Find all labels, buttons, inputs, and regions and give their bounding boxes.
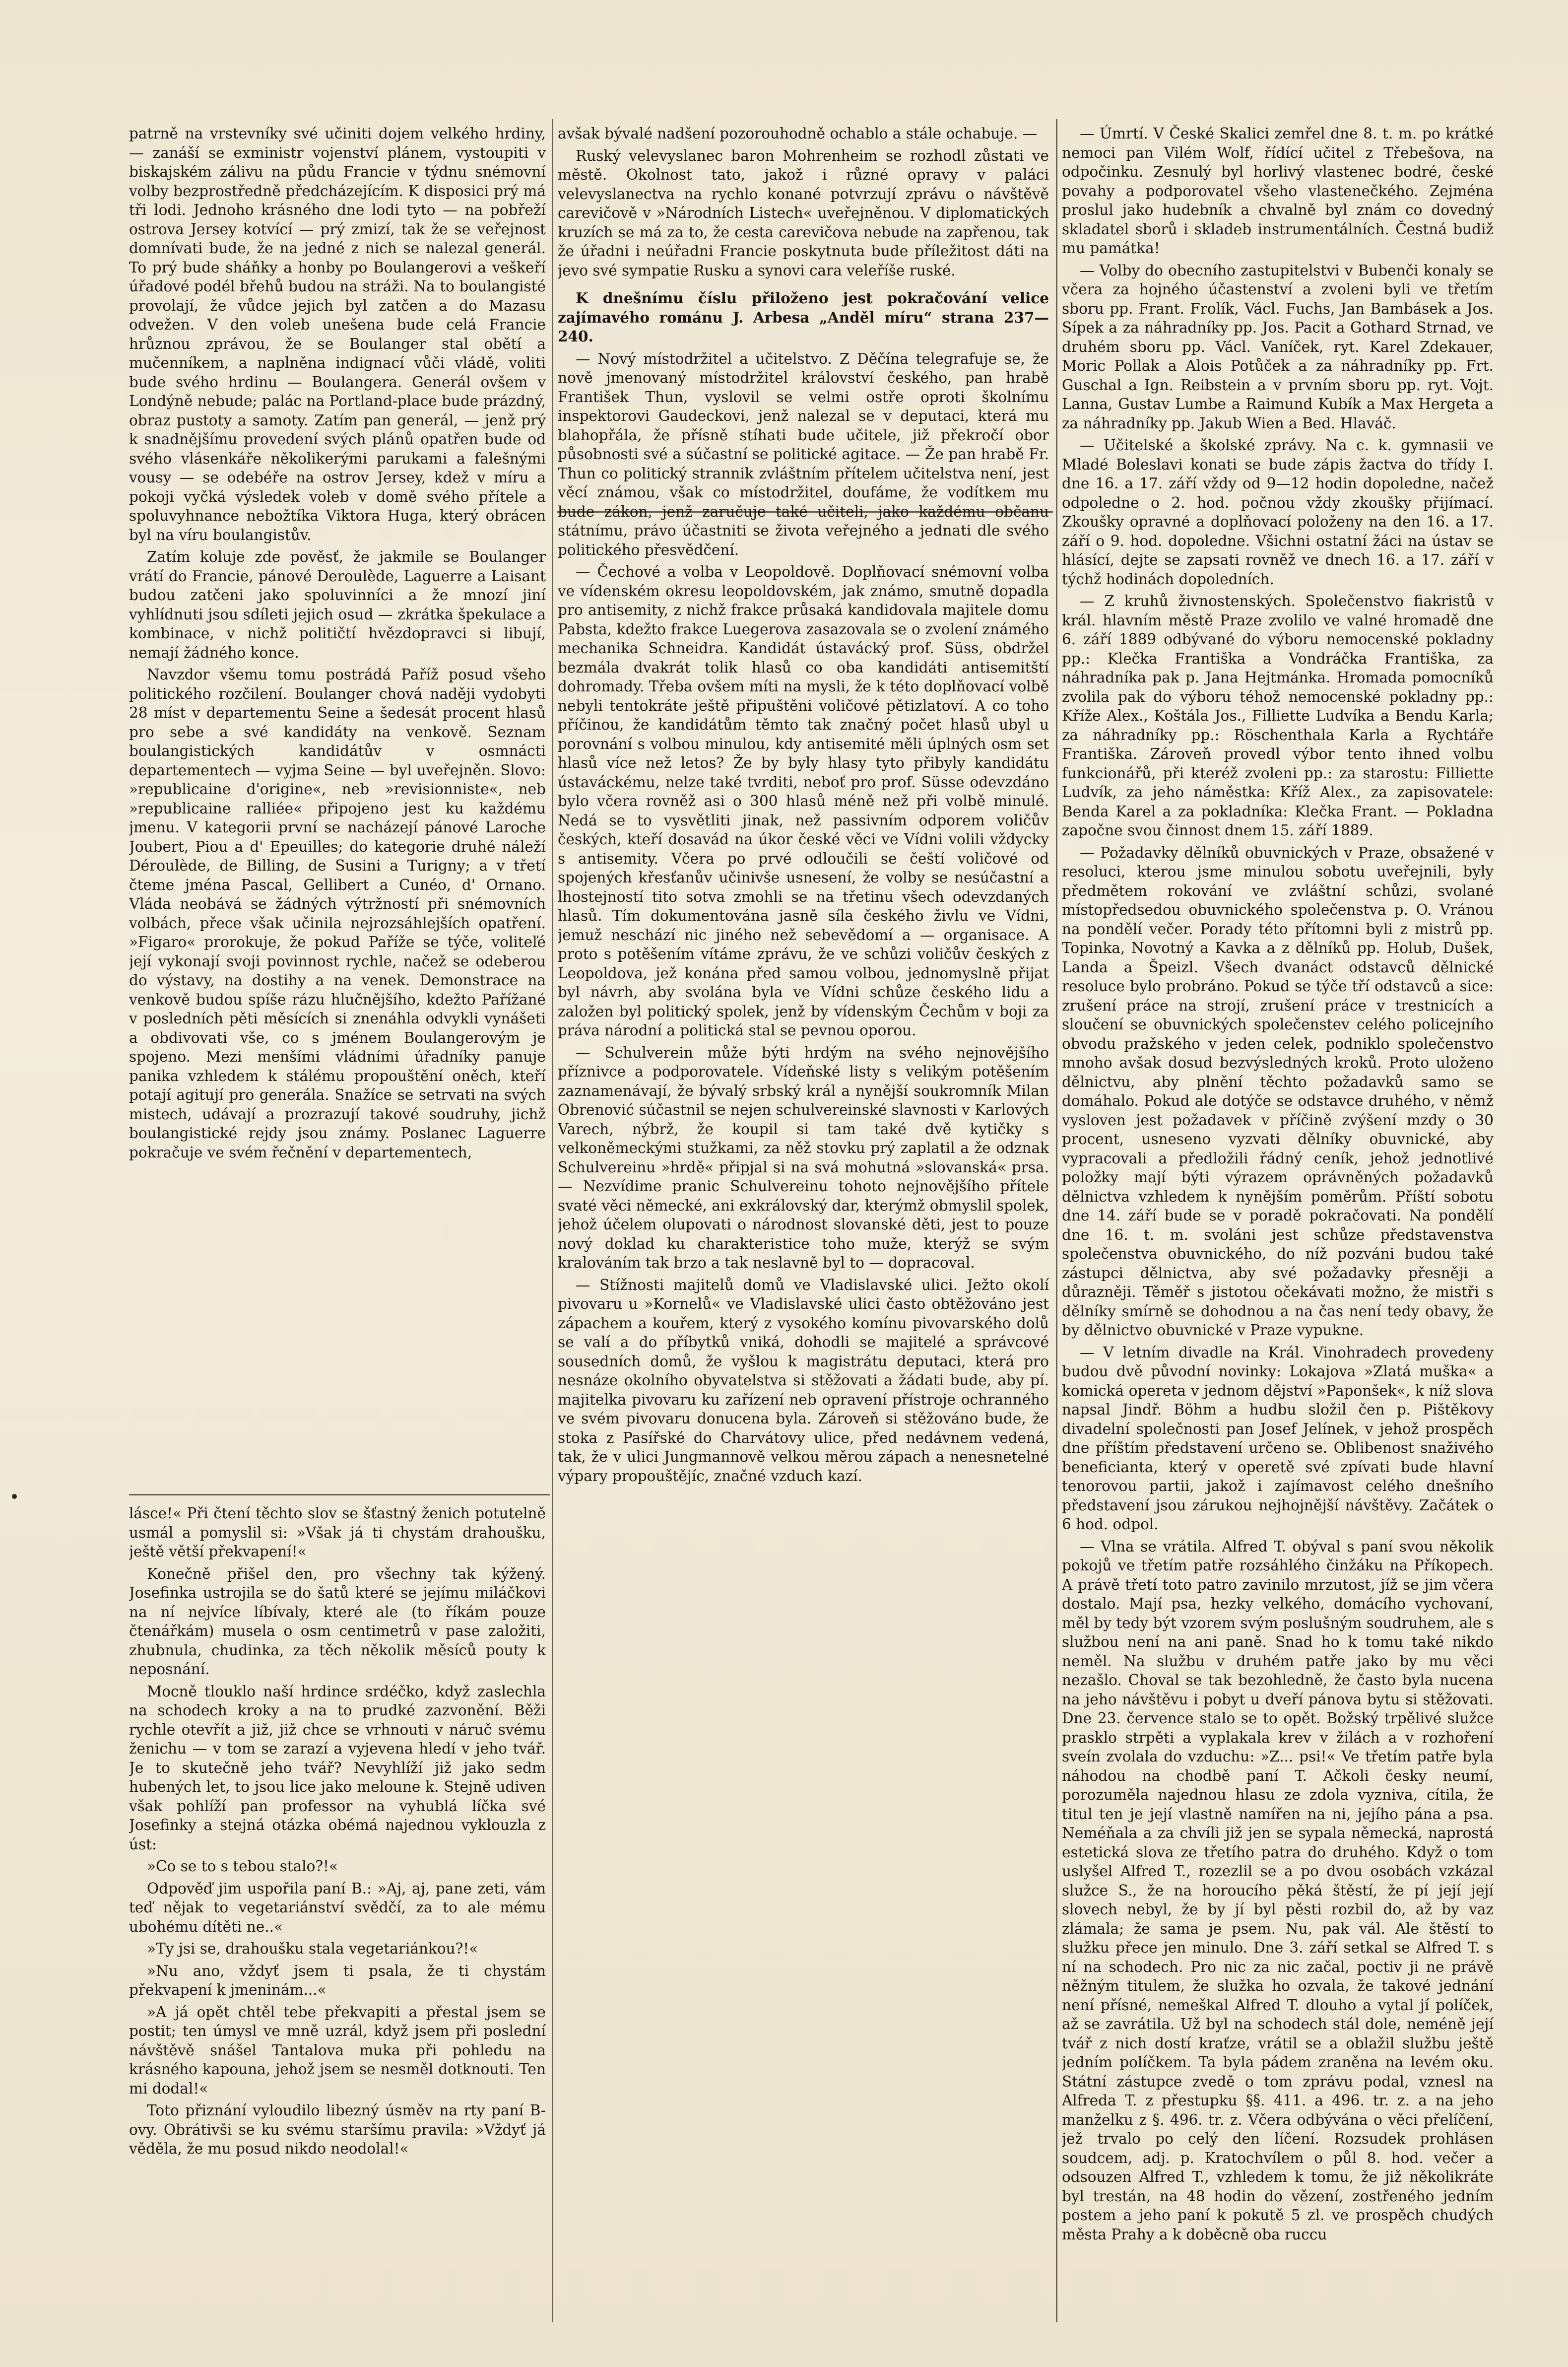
paragraph: Navzdor všemu tomu postrádá Paříž posud všeho politického rozčilení. Boulanger chová naději vydobyti 28 míst v departementu Seine a šedesát procent hlasů pro sebe a své kandidáty na venkově. Seznam boulangistických kandidátův v osmnácti departementech — vyjma Seine — byl uveřejněn. Slovo: »republicaine d'origine«, neb »revisionniste«, neb »republicaine ralliée« připojeno jest ku každému jmenu. V kategorii první se nacházejí pánové Laroche Joubert, Piou a d' Epeuilles; do kategorie druhé náleží Déroulède, de Billing, de Susini a Turigny; a v třetí čteme jména Pascal, Gellibert a Cunéo, d' Ornano. Vláda neobává se žádných výtržností při snémovních volbách, přece však učinila nejrozsáhlejších opatření. »Figaro« prorokuje, že pokud Paříže se týče, voliteľé její vykonají svoji povinnost rychle, načež se odeberou do výstavy, na dostihy a na venek. Demonstrace na venkově budou spíše rázu hlučnějšího, kdežto Pařížané v posledních pěti měsících si znenáhla odvykli vynášeti a obdivovati vše, co s jménem Boulangerovým je spojeno. Mezi menšími vládními úřadníky panuje panika vzhledem k stálému propouštění oněch, kteří potají agitují pro generála. Snažíce se setrvati na svých mistech, udávají a prozrazují takové soudruhy, jichž boulangistické rejdy jsou známy. Poslanec Laguerre pokračuje ve svém řečnění v departementech,: [129, 666, 546, 1161]
paragraph: — V letním divadle na Král. Vinohradech provedeny budou dvě původní novinky: Lokajova »Zlatá muška« a komická opereta v jednom dějství »Paponšek«, k níž slova napsal Jindř. Böhm a hudbu složil čen p. Pištěkovy divadelní společnosti pan Josef Jelínek, v jehož prospěch dne příštím představení určeno se. Oblibenost snaživého beneficianta, který v operetě své zpívati bude hlavní tenorovou partii, jakož i zajímavost celého dnešního představení jsou zárukou nejhojnější návštěvy. Začátek o 6 hod. odpol.: [1062, 1344, 1494, 1533]
paragraph: K dnešnímu číslu přiloženo jest pokračování velice zajímavého románu J. Arbesa „Anděl míru“ strana 237—240.: [558, 289, 1049, 345]
paragraph: Mocně tlouklo naší hrdince srdéčko, když zaslechla na schodech kroky a na to prudké zazvonění. Běži rychle otevřít a již, již chce se vrhnouti v náruč svému ženichu — v tom se zarazí a vyjevena hledí v jeho tvář. Je to skutečně jeho tvář? Nevyhlíží již jako sedm hubených let, to jsou lice jako meloune k. Stejně udiven však pohlíží pan professor na vyhublá líčka své Josefinky a stejná otázka obémá najednou vyklouzla z úst:: [129, 1683, 546, 1853]
column-left-top: [129, 124, 546, 1484]
paragraph: »Co se to s tebou stalo?!«: [147, 1858, 338, 1875]
paragraph: Odpověď jim uspořila paní B.: »Aj, aj, pane zeti, vám teď nějak to vegetariánství svědčí, za to ale mému ubohému dítěti ne..«: [129, 1880, 546, 1935]
paragraph: — Vlna se vrátila. Alfred T. obýval s paní svou několik pokojů ve třetím patře rozsáhlého činžáku na Příkopech. A právě třetí toto patro zavinilo mrzutost, jíž se jim včera dostalo. Mají psa, hezky velkého, domácího vychovaní, měl by tedy být vzorem svým poslušným soudruhem, ale s službou není na ani paně. Snad ho k tomu také nikdo neměl. Na službu v druhém patře jako by mu věci nezašlo. Choval se tak bezohledně, že často byla nucena na jeho návštěvu i pobyt u dveří pánova bytu si stěžovati. Dne 23. července stalo se to opět. Božský trpělivé služce prasklo strpěti a vyplakala krev v žilách a v rozhoření sveín zvolala do vzduchu: »Z... psi!« Ve třetím patře byla náhodou na chodbě paní T. Ačkoli česky neumí, porozuměla najednou hlasu ze zdola vyzniva, cítila, že titul ten je její vlastně namířen na ni, jejího pána a psa. Neméňala a za chvíli již jen se sypala německá, naprostá estetická slova ze třetího patra do druhého. Když o tom uslyšel Alfred T., rozezlil se a po dvou osobách vzkázal služce S., že na horoucího pěká štěstí, že pí její její slovech nebyl, že by jí byl pěsti rozbil do, až by vaz zlámala; že sama je psem. Nu, pak vál. Ale štěstí to služku přece jen minulo. Dne 3. září setkal se Alfred T. s ní na schodech. Pro nic za nic začal, poctiv ji ne právě něžným titulem, že služka ho ozvala, že takové jednání není přísné, nemeškal Alfred T. dlouho a vytal jí políček, až se zavrátila. Už byl na schodech stál dole, neméně její tvář z nich dostí kraťze, vrátil se a oblažil službu ještě jedním políčkem. Ta byla pádem zraněna na levém oku. Státní zástupce zvedě o tom zprávu podal, vznesl na Alfreda T. z přestupku §§. 411. a 496. tr. z. a na jeho manželku z §. 496. tr. z. Včera odbývána o věci přelíčení, jež trvalo po celý den líčení. Rozsudek prohlásen soudcem, adj. p. Kratochvílem o půl 8. hod. večer a odsouzen Alfred T., vzhledem k tomu, že již několikráte byl trestán, na 48 hodin do vězení, zostřeného jedním postem a jeho paní k pokutě 5 zl. ve prospěch chudých města Prahy a k doběcně oba ruccu: [1062, 1538, 1494, 2243]
paragraph: — Stížnosti majitelů domů ve Vladislavské ulici. Ježto okolí pivovaru u »Kornelů« ve Vladislavské ulici často obtěžováno jest zápachem a kouřem, který z vysokého komínu pivovarského dolů se valí a do příbytků vniká, dohodli se majitelé a správcové sousedních domů, že vyšlou k magistrátu deputaci, která pro nesnáze okolního obyvatelstva si stěžovati a žádati bude, aby pí. majitelka pivovaru ku zařízení neb opravení přístroje ochranného ve svém pivovaru donucena byla. Zároveň si stěžováno bude, že stoka z Pasířské do Charvátovy ulice, před nedávnem vedená, tak, že v ulici Jungmannově velkou měrou zápach a nenesnetelné výpary propouštějíc, značné vzduch kazí.: [558, 1276, 1049, 1485]
paragraph: — Schulverein může býti hrdým na svého nejnovějšího příznivce a podporovatele. Vídeňské listy s velikým potěšením zaznamenávají, že bývalý srbský král a nynější soukromník Milan Obrenović súčastnil se nejen schulvereinské slavnosti v Karlových Varech, nýbrž, že koupil si tam také dvě kytičky s velkoněmeckými stužkami, za něž stovku prý zaplatil a že odznak Schulvereinu »hrdě« připjal si na svá mohutná »slovanská« prsa. — Nezvídime pranic Schulvereinu tohoto nejnovějšího přítele svaté věci německé, ani exkrálovský dar, kterýmž obmyslil spolek, jehož účelem olupovati o národnost slovanské děti, jest to pouze nový doklad ku charakteristice toho muže, kterýž se svým kralováním tak brzo a tak neslavně byl to — dopracoval.: [558, 1044, 1049, 1271]
paragraph: — Nový místodržitel a učitelstvo. Z Děčína telegrafuje se, že nově jmenovaný místodržitel království českého, pan hrabě František Thun, vyslovil se velmi ostře oproti školnímu inspektorovi Gaudeckovi, jenž nalezal se v deputaci, která mu blahopřála, že přísně stíhati bude učitele, již překročí obor působnosti své a súčastní se politické agitace. — Že pan hrabě Fr. Thun co politický strannik zvláštním přítelem učitelstva není, jest věcí známou, však co místodržitel, doufáme, že vodítkem mu bude zákon, jenž zaručuje také učiteli, jako každému občanu státnímu, právo účastniti se života veřejného a jednati dle svého politického přesvědčení.: [558, 350, 1049, 558]
paragraph: — Volby do obecního zastupitelstvi v Bubenči konaly se včera za hojného účastenství a zvoleni byli ve třetím sboru pp. Frant. Frolík, Václ. Fuchs, Jan Bambásek a Jos. Sípek a za náhradníky pp. Jos. Pacit a Gothard Strnad, ve druhém sboru pp. Václ. Vaníček, ryt. Karel Zdekauer, Moric Pollak a Alois Potůček a za náhradníky pp. Frt. Guschal a Ign. Reibstein a v prvním sboru pp. ryt. Vojt. Lanna, Gustav Lumbe a Raimund Kubík a Max Hergeta a za náhradníky pp. Jakub Wien a Bed. Hlaváč.: [1062, 262, 1494, 432]
paragraph: »Nu ano, vždyť jsem ti psala, že ti chystám překvapení k jmeninám...«: [129, 1962, 546, 1998]
paragraph: Toto přiznání vyloudilo libezný úsměv na rty paní B-ovy. Obrátivši se ku svému staršímu pravila: »Vždyť já věděla, že mu posud nikdo neodolal!«: [129, 2102, 546, 2157]
paragraph: — Z kruhů živnostenských. Společenstvo fiakristů v král. hlavním městě Praze zvolilo ve valné hromadě dne 6. září 1889 odbývané do výboru nemocenské pokladny pp.: Klečka Františka a Vondráčka Františka, za náhradníka pak p. Jana Hejtmánka. Hromada pomocníků zvolila pak do výboru téhož nemocenské pokladny pp.: Kříže Alex., Koštála Jos., Filliette Ludvíka a Bendu Karla; za náhradníky pp.: Röschenthala Karla a Rychtáře Františka. Zároveň provedl výbor tento ihned volbu funkcionářů, při kteréž zvoleni pp.: za starostu: Filliette Ludvík, za jeho náměstka: Kříž Alex., za zapisovatele: Benda Karel a za pokladníka: Klečka Frant. — Pokladna započne svou činnost dnem 15. září 1889.: [1062, 593, 1494, 839]
paragraph: lásce!« Při čtení těchto slov se šťastný ženich potutelně usmál a pomyslil si: »Však já ti chystám drahoušku, ještě větší překvapení!«: [129, 1505, 546, 1560]
section-rule-left: [129, 1494, 550, 1495]
paragraph: patrně na vrstevníky své učiniti dojem velkého hrdiny, — zanáší se exministr vojenství plánem, vystoupiti v biskajském zálivu na půdu Francie v týdnu snémovní volby bezprostředně předcházejícím. K disposici prý má tři lodi. Jednoho krásného dne lodi tyto — na pobřeží ostrova Jersey kotvící — prý zmizí, tak že se veřejnost domnívati bude, že na jedné z nich se nalezal generál. To prý bude sháňky a honby po Boulangerovi a veškeří úřadové podél břehů budou na stráži. Na to boulangisté provolají, že vůdce jejich byl zatčen a do Mazasu odvežen. V den voleb unešena bude celá Francie hrůznou zprávou, že se Boulanger stal obětí a mučenníkem, a naplněna indignací vůči vládě, voliti bude svého hrdinu — Boulangera. Generál ovšem v Londýně nebude; palác na Portland-place bude prázdný, obraz pustoty a samoty. Zatím pan generál, — jenž prý k snadnějšímu provedení svých plánů opatřen bude od svého vlásenkáře několikerými parukami a falešnými vousy — se odebéře na ostrov Jersey, kdež v míru a pokoji vyčká výsledek voleb v domě svého přítele a spoluvyhnance nebožtíka Viktora Huga, který obrácen byl na víru boulangistův.: [129, 125, 546, 543]
column-rule-left: [552, 119, 553, 2322]
paragraph: — Požadavky dělníků obuvnických v Praze, obsažené v resoluci, kterou jsme minulou sobotu uveřejnili, byly předmětem rokování ve zvláštní schůzi, svolané místopředsedou obuvnického společenstva p. O. Vránou na pondělí večer. Porady této přítomni byli z mistrů pp. Topinka, Novotný a Kavka a z dělníků pp. Holub, Dušek, Landa a Špeizl. Všech dvanáct odstavců dělnické resoluce bylo probráno. Pokud se týče tří odstavců a sice: zrušení práce na strojí, zrušení práce v trestnicích a sloučení se obuvnických společenstev celého policejního obvodu pražského v jeden celek, podniklo společenstvo mnoho avšak dosud bezvýsledných kroků. Proto uloženo dělnictvu, aby plnění těchto požadavků samo se domáhalo. Pokud ale dotýče se odstavce druhého, v němž vysloven jest požadavek v příčině zvýšení mzdy o 30 procent, usneseno vyzvati dělníky obuvnické, aby vypracovali a předložili řádný ceník, jehož jednotlivé položky mají býti výrazem oprávněných požadavků dělnictva vzhledem k nynějším poměrům. Příští sobotu dne 14. září bude se v poradě pokračovati. Na pondělí dne 16. t. m. svoláni jest schůze představenstva společenstva obuvnického, do níž pozváni budou také zástupci dělnictva, aby své požadavky přesněji a důrazněji. Těměř s jistotou očekávati možno, že mistři s dělníky smírně se dohodnou a na čas není tedy obavy, že by dělnictvo obuvnické v Praze vypukne.: [1062, 844, 1494, 1339]
paragraph: — Učitelské a školské zprávy. Na c. k. gymnasii ve Mladé Boleslavi konati se bude zápis žactva do třídy I. dne 16. a 17. září vždy od 9—12 hodin dopoledne, načež odpoledne o 2. hod. počnou vždy zkoušky přijímací. Zkoušky opravné a doplňovací položeny na den 16. a 17. září o 9. hod. dopoledne. Všichni ostatní žáci na ústav se hlásící, dejte se zapsati rovněž ve dnech 16. a 17. září v týchž hodinách dopoledních.: [1062, 437, 1494, 588]
paragraph: — Čechové a volba v Leopoldově. Doplňovací snémovní volba ve vídenském okresu leopoldovském, jak známo, smutně dopadla pro antisemity, z nichž frakce průsaká kandidovala majitele domu Pabsta, kdežto frakce Luegerova zasazovala se o zvolení známého mechanika Schneidra. Kandidát ústavácký prof. Süss, obdržel bezmála dvakrát tolik hlasů co oba kandidáti antisemitští dohromady. Třeba ovšem míti na mysli, že k této doplňovací volbě nebyli tentokráte ještě připuštěni voličové pětizlatoví. A co toho příčinou, že kandidátům těmto tak značný počet hlasů ubyl u porovnání s volbou minulou, kdy antisemité měli úplných osm set hlasů více než letos? Že by byly hlasy tyto přibyly kandidátu ústaváckému, nelze také tvrditi, neboť pro prof. Süsse odevzdáno bylo včera rovněž asi o 300 hlasů méně než při volbě minulé. Nedá se to vysvětliti jinak, než passivním odporem voličův českých, kteří dosavád na úkor české věci ve Vídni volili vždycky s antisemity. Včera po prvé odloučili se čeští voličové od spojených křesťanův učinivše usnesení, že volby se nesúčastní a lhostejností tito sotva zmohli se na třetinu všech odevzdaných hlasů. Tím dokumentována jasně síla českého živlu ve Vídni, jemuž neschází nic jiného než sebevědomí a — organisace. A proto s potěšením vítáme zprávu, že ve schůzi voličův českých z Leopoldova, jež konána před samou volbou, jednomyslně přijat byl návrh, aby svolána byla ve Vídni schůze českého lidu a založen byl politický spolek, jenž by vídenským Čechům v boji za práva národní a politická stal se pevnou oporou.: [558, 563, 1049, 1039]
column-rule-right: [1056, 119, 1057, 2322]
paragraph: Konečně přišel den, pro všechny tak kýžený. Josefinka ustrojila se do šatů které se jejímu miláčkovi na ní nejvíce líbívaly, které ale (to říkám pouze čtenářkám) musela o osm centimetrů v pase založiti, zhubnula, chudinka, za těch několik měsíců pouty k neposnání.: [129, 1565, 546, 1678]
column-right: [1062, 124, 1494, 2328]
paragraph: avšak bývalé nadšení pozorouhodně ochablo a stále ochabuje. —: [558, 125, 1038, 142]
edge-mark: [12, 1494, 17, 1499]
paragraph: Ruský velevyslanec baron Mohrenheim se rozhodl zůstati ve městě. Okolnost tato, jakož i různé opravy v paláci velevyslanectva na rychlo konané potvrzují zprávu o návštěvě carevičově v »Národních Listech« uveřejněnou. V diplomatických kruzích se má za to, že cesta carevičova nebude na zapřenou, tak že úřadni i neúřadni Francie poskytnuta bude příležitost dáti na jevo své sympatie Rusku a synovi cara veleříše ruské.: [558, 147, 1049, 279]
paragraph: »A já opět chtěl tebe překvapiti a přestal jsem se postit; ten úmysl ve mně uzrál, když jsem při poslední návštěvě snášel Tantalova muka při pohledu na krásného kapouna, jehož jsem se nesměl dotknouti. Ten mi dodal!«: [129, 2003, 546, 2097]
paragraph: — Úmrtí. V České Skalici zemřel dne 8. t. m. po krátké nemoci pan Vilém Wolf, řídící učitel z Třebešova, na odpočinku. Zesnulý byl horlivý vlastenec bodré, české povahy a podporovatel všeho vlastenečkého. Zejména proslul jako hudebník a chvalně byl znám co dovedný skladatel sborů i skladeb instrumentálních. Čestná budiž mu památka!: [1062, 125, 1494, 257]
paragraph: »Ty jsi se, drahoušku stala vegetariánkou?!«: [147, 1940, 478, 1957]
column-middle: [558, 124, 1049, 2328]
paragraph: Zatím koluje zde pověsť, že jakmile se Boulanger vrátí do Francie, pánové Deroulède, Laguerre a Laisant budou zatčeni jako spoluvinníci a že mnozí jiní vyhlídnuti jsou sdíleti jejich osud — zkrátka špekulace a kombinace, v nichž političtí hvězdopravci si libují, nemají žádného konce.: [129, 548, 546, 661]
column-left-bottom: [129, 1504, 546, 2323]
